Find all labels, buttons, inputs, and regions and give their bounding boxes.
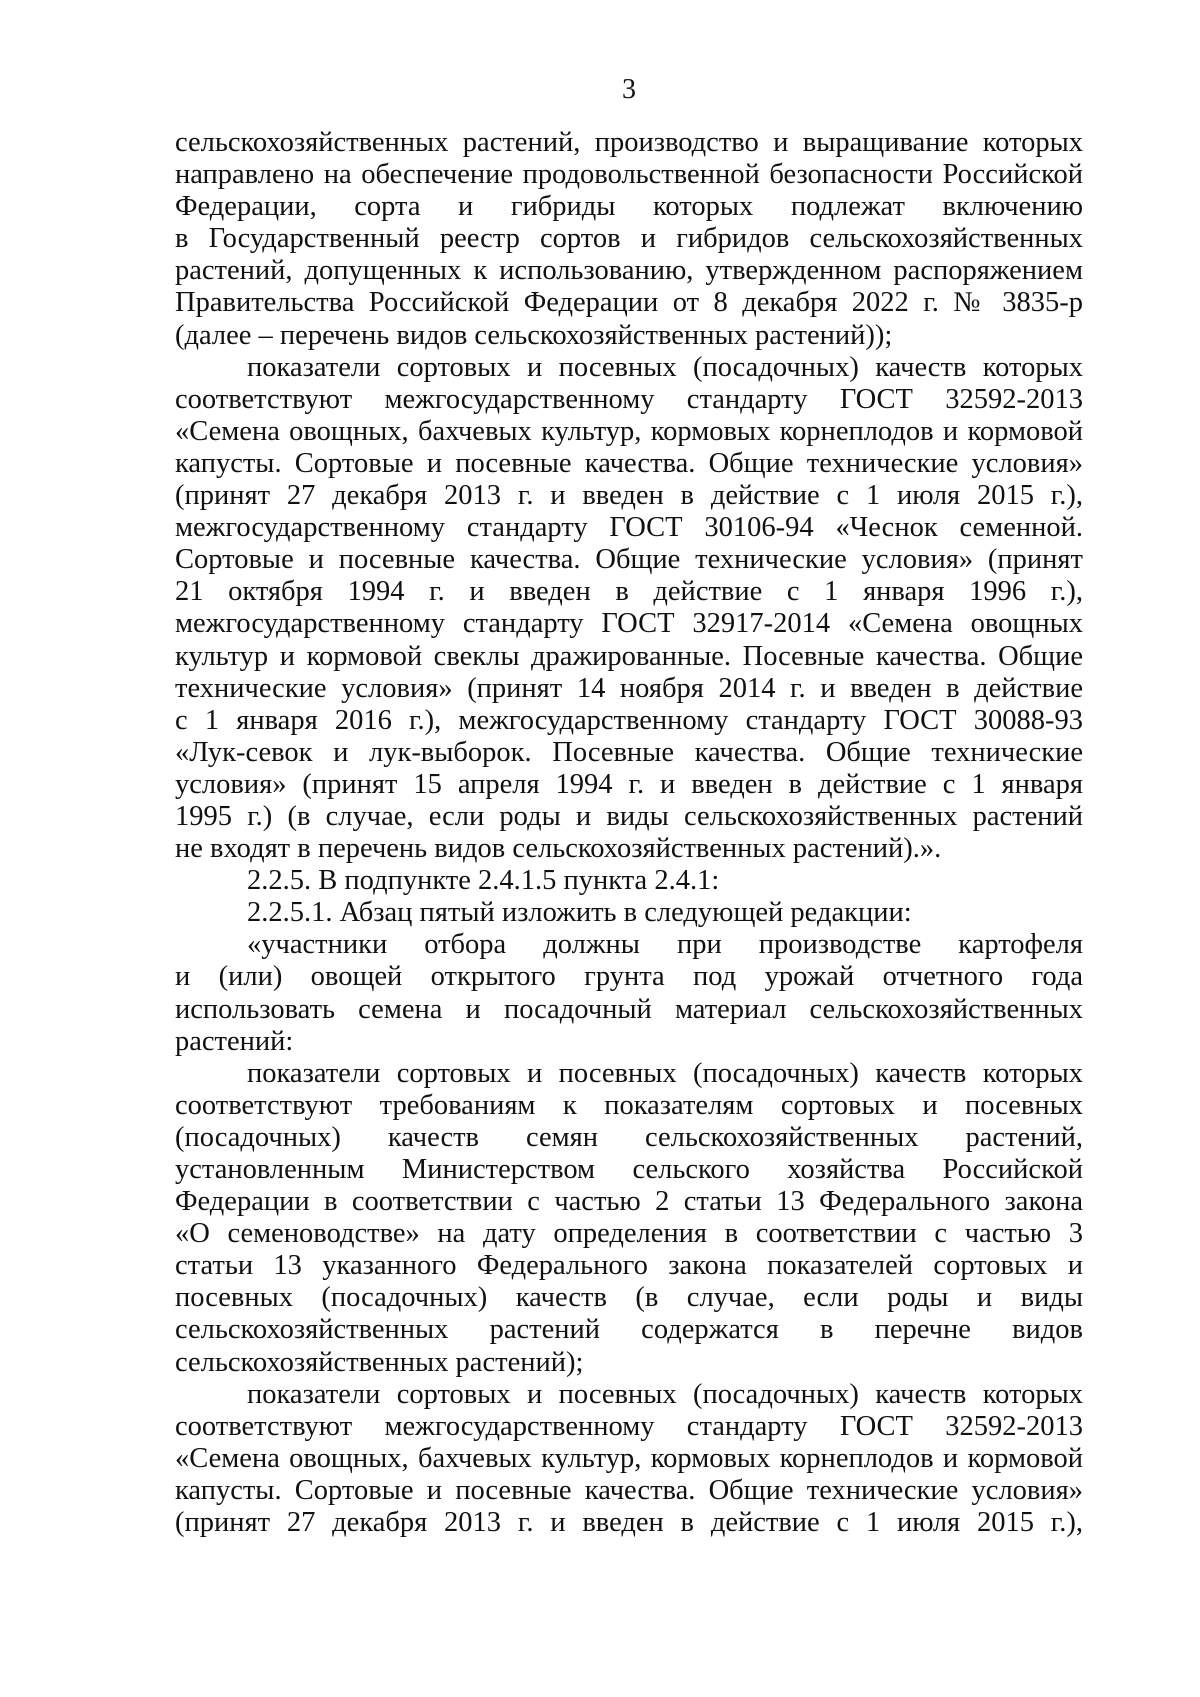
text-line: межгосударственному стандарту ГОСТ 32917-2014 «Семена овощных bbox=[175, 608, 1083, 640]
text-line: «О семеноводстве» на дату определения в соответствии с частью 3 bbox=[175, 1218, 1083, 1250]
text-line: технические условия» (принят 14 ноября 2014 г. и введен в действие bbox=[175, 672, 1083, 704]
text-line: установленным Министерством сельского хозяйства Российской bbox=[175, 1154, 1083, 1185]
text-line: соответствуют требованиям к показателям сортовых и посевных bbox=[175, 1089, 1083, 1121]
text-line: 2.2.5.1. Абзац пятый изложить в следующей редакции: bbox=[247, 897, 912, 929]
text-line: межгосударственному стандарту ГОСТ 30106-94 «Чеснок семенной. bbox=[175, 512, 1083, 544]
text-line: Федерации в соответствии с частью 2 статьи 13 Федерального закона bbox=[175, 1186, 1083, 1218]
text-line: Правительства Российской Федерации от 8 декабря 2022 г. № 3835-р bbox=[175, 287, 1083, 319]
text-line: и (или) овощей открытого грунта под урожай отчетного года bbox=[175, 961, 1083, 993]
text-line: Сортовые и посевные качества. Общие технические условия» (принят bbox=[175, 544, 1083, 576]
text-line: посевных (посадочных) качеств (в случае, если роды и виды bbox=[175, 1282, 1083, 1314]
body-text bbox=[175, 127, 1083, 1539]
text-line: капусты. Сортовые и посевные качества. Общие технические условия» bbox=[175, 447, 1083, 479]
text-line: «участники отбора должны при производстве картофеля bbox=[247, 929, 1083, 961]
text-line: направлено на обеспечение продовольственной безопасности Российской bbox=[175, 159, 1083, 191]
text-line: в Государственный реестр сортов и гибридов сельскохозяйственных bbox=[175, 223, 1083, 255]
text-line: «Лук-севок и лук-выборок. Посевные качества. Общие технические bbox=[175, 736, 1083, 768]
text-line: 2.2.5. В подпункте 2.4.1.5 пункта 2.4.1: bbox=[247, 865, 720, 897]
text-line: сельскохозяйственных растений, производство и выращивание которых bbox=[175, 127, 1083, 158]
text-line: капусты. Сортовые и посевные качества. Общие технические условия» bbox=[175, 1474, 1083, 1506]
text-line: культур и кормовой свеклы дражированные. Посевные качества. Общие bbox=[175, 640, 1083, 672]
text-line: статьи 13 указанного Федерального закона показателей сортовых и bbox=[175, 1250, 1083, 1282]
text-line: растений: bbox=[175, 1025, 294, 1057]
text-line: показатели сортовых и посевных (посадочных) качеств которых bbox=[247, 351, 1083, 383]
text-line: не входят в перечень видов сельскохозяйственных растений).». bbox=[175, 833, 942, 865]
text-line: сельскохозяйственных растений содержатся в перечне видов bbox=[175, 1314, 1083, 1346]
text-line: «Семена овощных, бахчевых культур, кормовых корнеплодов и кормовой bbox=[175, 1442, 1083, 1474]
text-line: показатели сортовых и посевных (посадочных) качеств которых bbox=[247, 1378, 1083, 1410]
text-line: «Семена овощных, бахчевых культур, кормовых корнеплодов и кормовой bbox=[175, 415, 1083, 447]
text-line: (принят 27 декабря 2013 г. и введен в действие с 1 июля 2015 г.), bbox=[175, 480, 1083, 512]
text-line: сельскохозяйственных растений); bbox=[175, 1346, 584, 1378]
text-line: показатели сортовых и посевных (посадочных) качеств которых bbox=[247, 1057, 1083, 1089]
text-line: с 1 января 2016 г.), межгосударственному стандарту ГОСТ 30088-93 bbox=[175, 704, 1083, 736]
text-line: соответствуют межгосударственному стандарту ГОСТ 32592-2013 bbox=[175, 383, 1083, 415]
text-line: 21 октября 1994 г. и введен в действие с 1 января 1996 г.), bbox=[175, 576, 1083, 608]
text-line: условия» (принят 15 апреля 1994 г. и введен в действие с 1 января bbox=[175, 768, 1083, 800]
page-number: 3 bbox=[622, 74, 636, 105]
text-line: (посадочных) качеств семян сельскохозяйственных растений, bbox=[175, 1121, 1083, 1153]
text-line: (принят 27 декабря 2013 г. и введен в действие с 1 июля 2015 г.), bbox=[175, 1507, 1083, 1539]
text-line: использовать семена и посадочный материал сельскохозяйственных bbox=[175, 993, 1083, 1025]
text-line: растений, допущенных к использованию, утвержденном распоряжением bbox=[175, 255, 1083, 287]
text-line: Федерации, сорта и гибриды которых подлежат включению bbox=[175, 191, 1083, 223]
text-line: соответствуют межгосударственному стандарту ГОСТ 32592-2013 bbox=[175, 1410, 1083, 1442]
text-line: 1995 г.) (в случае, если роды и виды сельскохозяйственных растений bbox=[175, 800, 1083, 832]
text-line: (далее – перечень видов сельскохозяйственных растений)); bbox=[175, 319, 893, 351]
